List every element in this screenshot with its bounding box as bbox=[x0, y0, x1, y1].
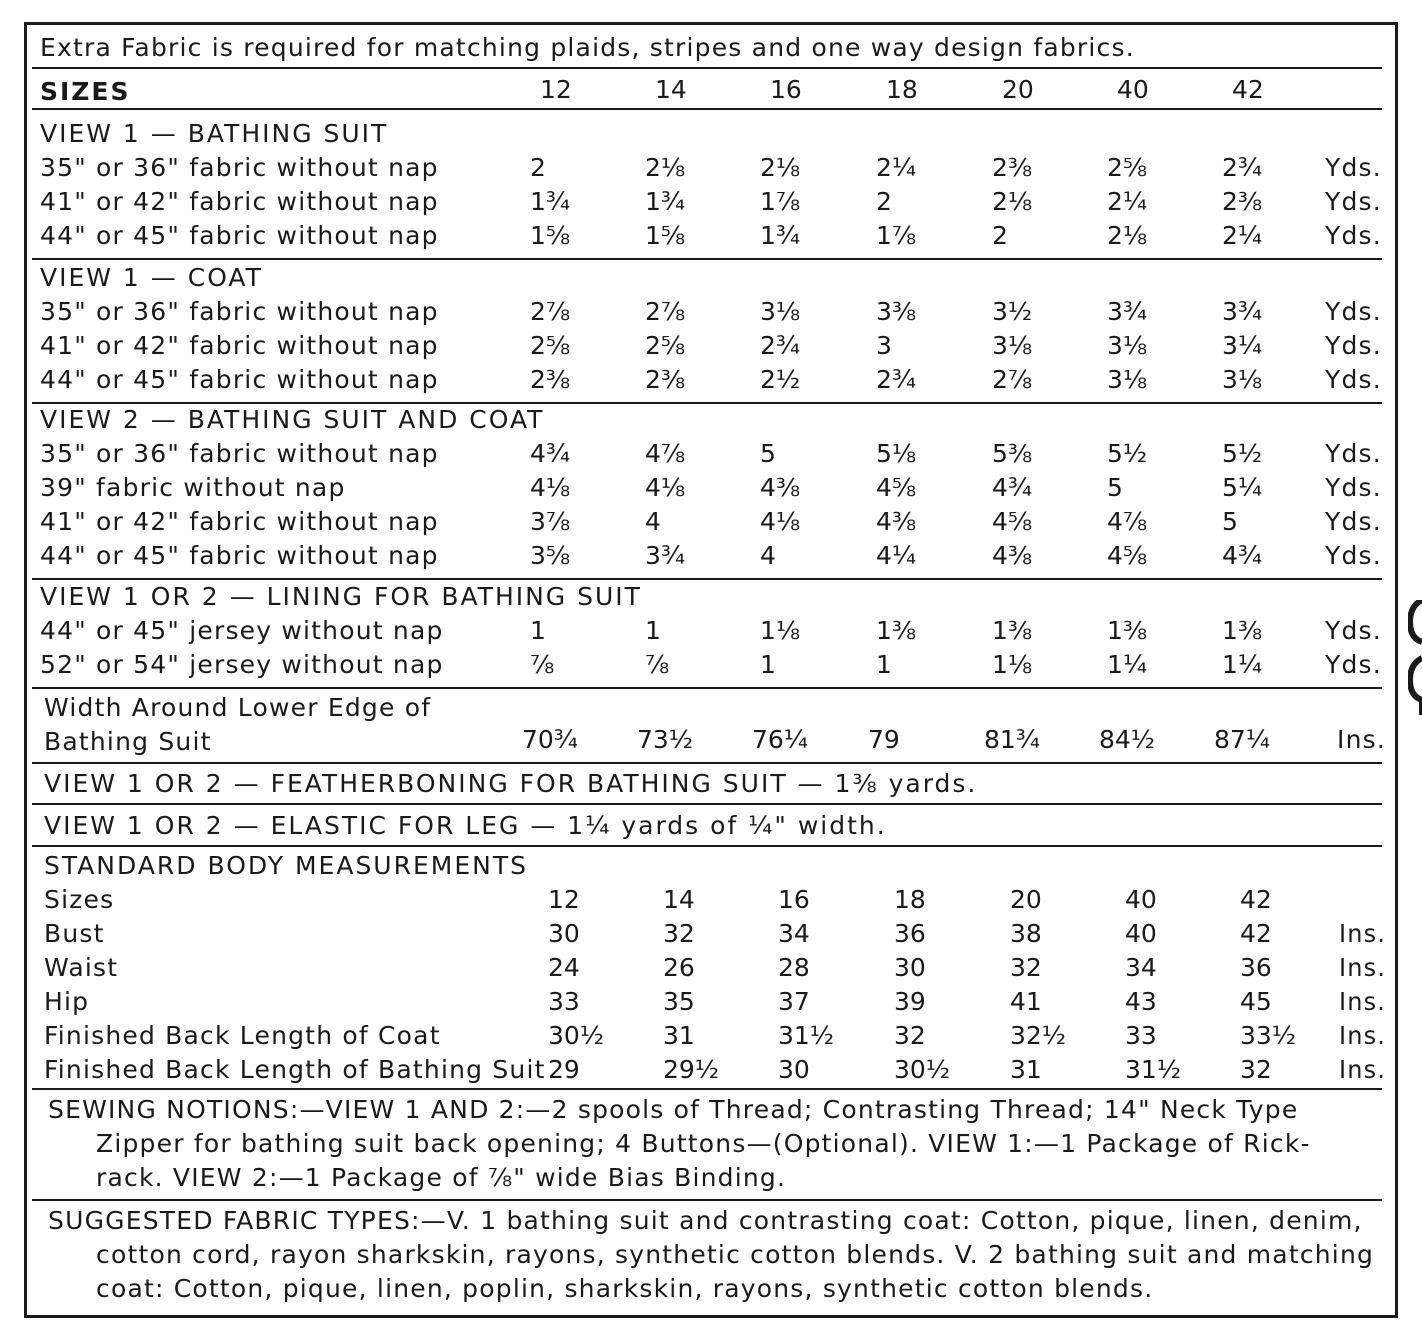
width-around-value-40: 84½ bbox=[1099, 725, 1156, 754]
sewing-notions-line1: SEWING NOTIONS:—VIEW 1 AND 2:—2 spools of Thread; Contrasting Thread; 14" Neck Type bbox=[48, 1095, 1299, 1124]
section-2-row-2-value-18: 3 bbox=[876, 331, 892, 360]
section-1-row-3-value-42: 2¼ bbox=[1222, 221, 1263, 250]
divider-intro bbox=[32, 67, 1382, 69]
sizes-label: SIZES bbox=[40, 77, 131, 106]
width-around-value-16: 76¼ bbox=[752, 725, 809, 754]
section-3-row-1-value-20: 5⅜ bbox=[992, 439, 1033, 468]
section-1-row-1-value-40: 2⅝ bbox=[1107, 153, 1148, 182]
section-3-row-2-value-42: 5¼ bbox=[1222, 473, 1263, 502]
body-row-waist-value-42: 36 bbox=[1240, 953, 1272, 982]
body-row-finished-back-length-of-bathing-suit-value-16: 30 bbox=[778, 1055, 810, 1084]
body-row-hip-value-16: 37 bbox=[778, 987, 810, 1016]
body-row-sizes-value-42: 42 bbox=[1240, 885, 1272, 914]
section-1-row-1-label: 35" or 36" fabric without nap bbox=[40, 153, 439, 182]
body-row-waist-label: Waist bbox=[44, 953, 119, 982]
section-4-row-2-value-16: 1 bbox=[760, 650, 776, 679]
width-around-label-line1: Width Around Lower Edge of bbox=[44, 693, 432, 722]
sewing-notions-line3: rack. VIEW 2:—1 Package of ⅞" wide Bias Binding. bbox=[96, 1163, 787, 1192]
section-3-row-4-value-40: 4⅝ bbox=[1107, 541, 1148, 570]
body-row-finished-back-length-of-bathing-suit-value-12: 29 bbox=[548, 1055, 580, 1084]
divider-body bbox=[32, 1088, 1382, 1090]
body-row-hip-label: Hip bbox=[44, 987, 90, 1016]
body-row-sizes-value-40: 40 bbox=[1125, 885, 1157, 914]
body-row-bust-value-20: 38 bbox=[1010, 919, 1042, 948]
body-row-bust-unit: Ins. bbox=[1339, 919, 1387, 948]
section-3-row-4-value-16: 4 bbox=[760, 541, 776, 570]
section-3-row-1-value-40: 5½ bbox=[1107, 439, 1148, 468]
section-2-row-3-value-14: 2⅜ bbox=[645, 365, 686, 394]
section-3-row-4-label: 44" or 45" fabric without nap bbox=[40, 541, 439, 570]
section-1-row-2-value-42: 2⅜ bbox=[1222, 187, 1263, 216]
section-1-row-1-value-12: 2 bbox=[530, 153, 546, 182]
body-row-bust-value-40: 40 bbox=[1125, 919, 1157, 948]
section-2-row-2-value-12: 2⅝ bbox=[530, 331, 571, 360]
divider-width-around bbox=[32, 762, 1382, 764]
section-title-3: VIEW 2 — BATHING SUIT AND COAT bbox=[40, 405, 545, 434]
section-3-row-2-unit: Yds. bbox=[1325, 473, 1382, 502]
body-row-finished-back-length-of-bathing-suit-value-14: 29½ bbox=[663, 1055, 720, 1084]
section-4-row-2-value-20: 1⅛ bbox=[992, 650, 1033, 679]
section-3-row-2-value-18: 4⅝ bbox=[876, 473, 917, 502]
body-row-finished-back-length-of-bathing-suit-value-42: 32 bbox=[1240, 1055, 1272, 1084]
section-3-row-1-value-12: 4¾ bbox=[530, 439, 571, 468]
width-around-value-14: 73½ bbox=[637, 725, 694, 754]
body-row-waist-value-18: 30 bbox=[894, 953, 926, 982]
section-1-row-3-value-14: 1⅝ bbox=[645, 221, 686, 250]
section-2-row-1-value-12: 2⅞ bbox=[530, 297, 571, 326]
body-row-waist-value-12: 24 bbox=[548, 953, 580, 982]
section-1-row-1-value-20: 2⅜ bbox=[992, 153, 1033, 182]
section-2-row-2-value-16: 2¾ bbox=[760, 331, 801, 360]
section-1-row-1-value-42: 2¾ bbox=[1222, 153, 1263, 182]
divider-section-4 bbox=[32, 687, 1382, 689]
section-2-row-2-value-42: 3¼ bbox=[1222, 331, 1263, 360]
body-row-finished-back-length-of-coat-value-14: 31 bbox=[663, 1021, 695, 1050]
section-3-row-3-value-16: 4⅛ bbox=[760, 507, 801, 536]
divider-section-3 bbox=[32, 578, 1382, 580]
section-2-row-1-unit: Yds. bbox=[1325, 297, 1382, 326]
body-row-bust-value-14: 32 bbox=[663, 919, 695, 948]
width-around-unit: Ins. bbox=[1337, 725, 1386, 754]
body-row-finished-back-length-of-bathing-suit-value-40: 31½ bbox=[1125, 1055, 1182, 1084]
section-3-row-3-value-14: 4 bbox=[645, 507, 661, 536]
body-row-waist-value-20: 32 bbox=[1010, 953, 1042, 982]
section-1-row-3-value-12: 1⅝ bbox=[530, 221, 571, 250]
body-row-finished-back-length-of-bathing-suit-value-18: 30½ bbox=[894, 1055, 951, 1084]
body-row-hip-value-14: 35 bbox=[663, 987, 695, 1016]
section-1-row-2-value-40: 2¼ bbox=[1107, 187, 1148, 216]
section-1-row-3-label: 44" or 45" fabric without nap bbox=[40, 221, 439, 250]
body-row-bust-label: Bust bbox=[44, 919, 105, 948]
section-1-row-2-value-16: 1⅞ bbox=[760, 187, 801, 216]
section-3-row-2-value-14: 4⅛ bbox=[645, 473, 686, 502]
size-header-42: 42 bbox=[1232, 75, 1264, 104]
body-row-finished-back-length-of-coat-label: Finished Back Length of Coat bbox=[44, 1021, 441, 1050]
section-4-row-2-label: 52" or 54" jersey without nap bbox=[40, 650, 444, 679]
section-3-row-1-value-42: 5½ bbox=[1222, 439, 1263, 468]
size-header-20: 20 bbox=[1002, 75, 1034, 104]
section-2-row-3-value-20: 2⅞ bbox=[992, 365, 1033, 394]
body-row-bust-value-12: 30 bbox=[548, 919, 580, 948]
section-1-row-1-value-14: 2⅛ bbox=[645, 153, 686, 182]
divider-notions bbox=[32, 1199, 1382, 1201]
section-2-row-2-unit: Yds. bbox=[1325, 331, 1382, 360]
section-4-row-2-value-42: 1¼ bbox=[1222, 650, 1263, 679]
section-2-row-1-value-42: 3¾ bbox=[1222, 297, 1263, 326]
body-row-hip-value-40: 43 bbox=[1125, 987, 1157, 1016]
section-2-row-3-value-18: 2¾ bbox=[876, 365, 917, 394]
section-title-4: VIEW 1 OR 2 — LINING FOR BATHING SUIT bbox=[40, 582, 642, 611]
body-row-waist-unit: Ins. bbox=[1339, 953, 1387, 982]
body-row-hip-value-20: 41 bbox=[1010, 987, 1042, 1016]
section-1-row-2-value-12: 1¾ bbox=[530, 187, 571, 216]
fabric-types-line1: SUGGESTED FABRIC TYPES:—V. 1 bathing suit and contrasting coat: Cotton, pique, linen, denim, bbox=[48, 1206, 1363, 1235]
section-3-row-2-value-16: 4⅜ bbox=[760, 473, 801, 502]
section-1-row-3-value-20: 2 bbox=[992, 221, 1008, 250]
divider-elastic bbox=[32, 845, 1382, 847]
section-4-row-1-value-40: 1⅜ bbox=[1107, 616, 1148, 645]
body-row-finished-back-length-of-coat-value-16: 31½ bbox=[778, 1021, 835, 1050]
body-row-waist-value-14: 26 bbox=[663, 953, 695, 982]
section-2-row-1-label: 35" or 36" fabric without nap bbox=[40, 297, 439, 326]
width-around-value-42: 87¼ bbox=[1214, 725, 1271, 754]
section-4-row-1-label: 44" or 45" jersey without nap bbox=[40, 616, 444, 645]
width-around-value-12: 70¾ bbox=[522, 725, 579, 754]
body-row-hip-value-42: 45 bbox=[1240, 987, 1272, 1016]
section-4-row-2-value-12: ⅞ bbox=[530, 650, 555, 679]
section-3-row-3-value-42: 5 bbox=[1222, 507, 1238, 536]
body-row-finished-back-length-of-coat-value-40: 33 bbox=[1125, 1021, 1157, 1050]
section-1-row-3-unit: Yds. bbox=[1325, 221, 1382, 250]
divider-featherboning bbox=[32, 803, 1382, 805]
section-4-row-1-value-20: 1⅜ bbox=[992, 616, 1033, 645]
body-row-sizes-value-12: 12 bbox=[548, 885, 580, 914]
size-header-12: 12 bbox=[540, 75, 572, 104]
section-3-row-1-value-14: 4⅞ bbox=[645, 439, 686, 468]
body-row-finished-back-length-of-bathing-suit-unit: Ins. bbox=[1339, 1055, 1387, 1084]
body-row-bust-value-16: 34 bbox=[778, 919, 810, 948]
divider-section-1 bbox=[32, 258, 1382, 260]
body-measurements-title: STANDARD BODY MEASUREMENTS bbox=[44, 851, 528, 880]
section-3-row-2-label: 39" fabric without nap bbox=[40, 473, 346, 502]
section-1-row-1-value-16: 2⅛ bbox=[760, 153, 801, 182]
section-3-row-2-value-20: 4¾ bbox=[992, 473, 1033, 502]
section-2-row-3-value-12: 2⅜ bbox=[530, 365, 571, 394]
elastic-note: VIEW 1 OR 2 — ELASTIC FOR LEG — 1¼ yards of ¼" width. bbox=[44, 811, 887, 840]
body-row-waist-value-16: 28 bbox=[778, 953, 810, 982]
section-2-row-2-value-40: 3⅛ bbox=[1107, 331, 1148, 360]
section-2-row-1-value-14: 2⅞ bbox=[645, 297, 686, 326]
section-3-row-4-value-20: 4⅜ bbox=[992, 541, 1033, 570]
body-row-sizes-value-14: 14 bbox=[663, 885, 695, 914]
section-4-row-1-value-14: 1 bbox=[645, 616, 661, 645]
section-3-row-4-value-14: 3¾ bbox=[645, 541, 686, 570]
section-3-row-4-unit: Yds. bbox=[1325, 541, 1382, 570]
size-header-40: 40 bbox=[1117, 75, 1149, 104]
section-4-row-1-value-12: 1 bbox=[530, 616, 546, 645]
section-1-row-2-value-18: 2 bbox=[876, 187, 892, 216]
body-row-sizes-label: Sizes bbox=[44, 885, 115, 914]
section-3-row-1-unit: Yds. bbox=[1325, 439, 1382, 468]
section-2-row-3-value-16: 2½ bbox=[760, 365, 801, 394]
section-2-row-1-value-18: 3⅜ bbox=[876, 297, 917, 326]
section-3-row-1-value-16: 5 bbox=[760, 439, 776, 468]
section-4-row-2-value-40: 1¼ bbox=[1107, 650, 1148, 679]
section-4-row-1-value-18: 1⅜ bbox=[876, 616, 917, 645]
section-title-2: VIEW 1 — COAT bbox=[40, 263, 263, 292]
section-3-row-3-label: 41" or 42" fabric without nap bbox=[40, 507, 439, 536]
section-4-row-2-value-14: ⅞ bbox=[645, 650, 670, 679]
body-row-bust-value-18: 36 bbox=[894, 919, 926, 948]
body-row-sizes-value-16: 16 bbox=[778, 885, 810, 914]
body-row-finished-back-length-of-coat-value-20: 32½ bbox=[1010, 1021, 1067, 1050]
section-2-row-1-value-20: 3½ bbox=[992, 297, 1033, 326]
section-1-row-3-value-18: 1⅞ bbox=[876, 221, 917, 250]
section-1-row-2-label: 41" or 42" fabric without nap bbox=[40, 187, 439, 216]
fabric-types-line2: cotton cord, rayon sharkskin, rayons, synthetic cotton blends. V. 2 bathing suit and matching bbox=[96, 1240, 1375, 1269]
body-row-waist-value-40: 34 bbox=[1125, 953, 1157, 982]
body-row-hip-value-12: 33 bbox=[548, 987, 580, 1016]
page-edge-mark bbox=[1408, 600, 1422, 715]
body-row-sizes-value-20: 20 bbox=[1010, 885, 1042, 914]
section-1-row-1-value-18: 2¼ bbox=[876, 153, 917, 182]
section-3-row-4-value-12: 3⅝ bbox=[530, 541, 571, 570]
width-around-label-line2: Bathing Suit bbox=[44, 727, 212, 756]
divider-sizes bbox=[32, 108, 1382, 110]
body-row-finished-back-length-of-bathing-suit-label: Finished Back Length of Bathing Suit bbox=[44, 1055, 546, 1084]
section-3-row-4-value-18: 4¼ bbox=[876, 541, 917, 570]
section-1-row-1-unit: Yds. bbox=[1325, 153, 1382, 182]
section-1-row-3-value-40: 2⅛ bbox=[1107, 221, 1148, 250]
body-row-finished-back-length-of-coat-unit: Ins. bbox=[1339, 1021, 1387, 1050]
section-3-row-3-value-20: 4⅝ bbox=[992, 507, 1033, 536]
section-2-row-3-unit: Yds. bbox=[1325, 365, 1382, 394]
body-row-sizes-value-18: 18 bbox=[894, 885, 926, 914]
section-3-row-3-value-12: 3⅞ bbox=[530, 507, 571, 536]
sewing-notions-line2: Zipper for bathing suit back opening; 4 Buttons—(Optional). VIEW 1:—1 Package of Rick- bbox=[96, 1129, 1311, 1158]
section-1-row-2-value-20: 2⅛ bbox=[992, 187, 1033, 216]
intro-note: Extra Fabric is required for matching plaids, stripes and one way design fabrics. bbox=[40, 33, 1135, 62]
size-header-18: 18 bbox=[886, 75, 918, 104]
section-3-row-1-label: 35" or 36" fabric without nap bbox=[40, 439, 439, 468]
body-row-bust-value-42: 42 bbox=[1240, 919, 1272, 948]
section-2-row-2-value-20: 3⅛ bbox=[992, 331, 1033, 360]
body-row-finished-back-length-of-coat-value-42: 33½ bbox=[1240, 1021, 1297, 1050]
section-3-row-2-value-12: 4⅛ bbox=[530, 473, 571, 502]
section-1-row-2-unit: Yds. bbox=[1325, 187, 1382, 216]
section-3-row-4-value-42: 4¾ bbox=[1222, 541, 1263, 570]
section-4-row-1-value-16: 1⅛ bbox=[760, 616, 801, 645]
body-row-hip-unit: Ins. bbox=[1339, 987, 1387, 1016]
body-row-finished-back-length-of-coat-value-18: 32 bbox=[894, 1021, 926, 1050]
section-2-row-2-label: 41" or 42" fabric without nap bbox=[40, 331, 439, 360]
size-header-14: 14 bbox=[655, 75, 687, 104]
section-4-row-2-value-18: 1 bbox=[876, 650, 892, 679]
section-3-row-3-value-40: 4⅞ bbox=[1107, 507, 1148, 536]
width-around-value-20: 81¾ bbox=[984, 725, 1041, 754]
section-2-row-3-value-42: 3⅛ bbox=[1222, 365, 1263, 394]
section-2-row-2-value-14: 2⅝ bbox=[645, 331, 686, 360]
section-2-row-1-value-16: 3⅛ bbox=[760, 297, 801, 326]
section-3-row-1-value-18: 5⅛ bbox=[876, 439, 917, 468]
section-4-row-1-unit: Yds. bbox=[1325, 616, 1382, 645]
section-3-row-3-value-18: 4⅜ bbox=[876, 507, 917, 536]
section-2-row-3-value-40: 3⅛ bbox=[1107, 365, 1148, 394]
section-3-row-2-value-40: 5 bbox=[1107, 473, 1123, 502]
section-2-row-1-value-40: 3¾ bbox=[1107, 297, 1148, 326]
section-4-row-2-unit: Yds. bbox=[1325, 650, 1382, 679]
section-title-1: VIEW 1 — BATHING SUIT bbox=[40, 119, 389, 148]
body-row-hip-value-18: 39 bbox=[894, 987, 926, 1016]
section-4-row-1-value-42: 1⅜ bbox=[1222, 616, 1263, 645]
section-1-row-3-value-16: 1¾ bbox=[760, 221, 801, 250]
fabric-types-line3: coat: Cotton, pique, linen, poplin, sharkskin, rayons, synthetic cotton blends. bbox=[96, 1274, 1154, 1303]
section-3-row-3-unit: Yds. bbox=[1325, 507, 1382, 536]
size-header-16: 16 bbox=[770, 75, 802, 104]
featherboning-note: VIEW 1 OR 2 — FEATHERBONING FOR BATHING SUIT — 1⅜ yards. bbox=[44, 769, 978, 798]
body-row-finished-back-length-of-coat-value-12: 30½ bbox=[548, 1021, 605, 1050]
width-around-value-18: 79 bbox=[868, 725, 900, 754]
section-1-row-2-value-14: 1¾ bbox=[645, 187, 686, 216]
section-2-row-3-label: 44" or 45" fabric without nap bbox=[40, 365, 439, 394]
body-row-finished-back-length-of-bathing-suit-value-20: 31 bbox=[1010, 1055, 1042, 1084]
